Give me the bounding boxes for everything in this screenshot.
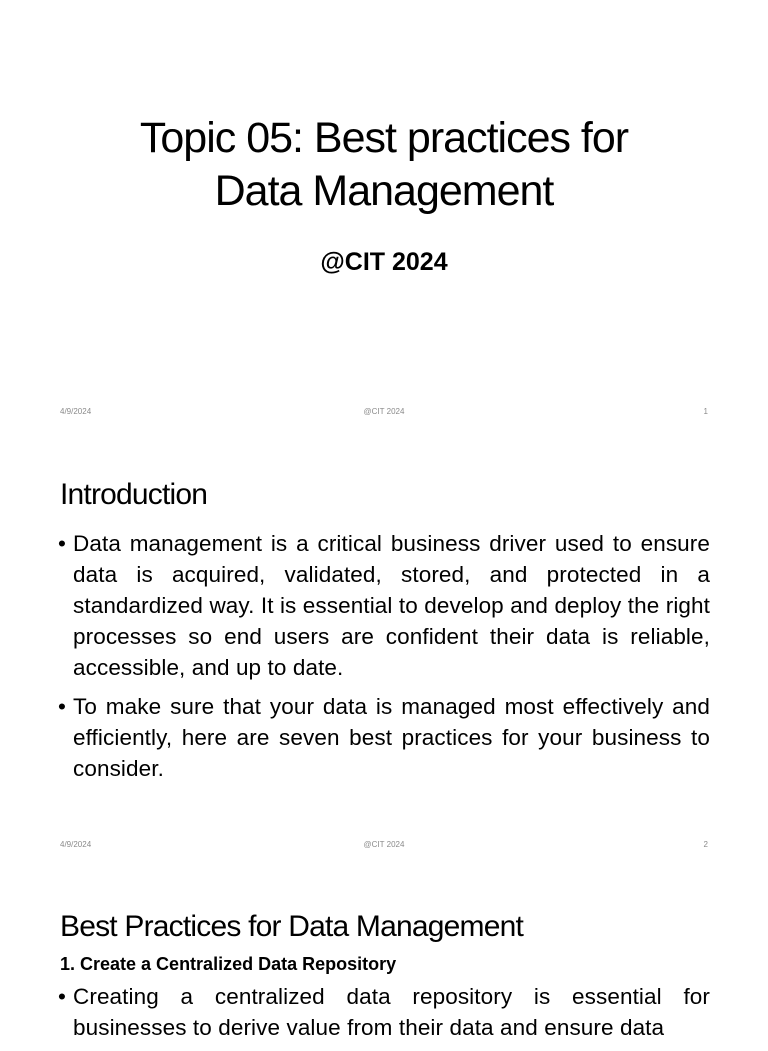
title-line-2: Data Management (214, 167, 554, 215)
footer-center: @CIT 2024 (363, 840, 405, 849)
bullet-list (58, 981, 710, 1051)
bullet-icon: • (58, 694, 66, 719)
bullet-icon: • (58, 984, 66, 1009)
slide-2 (0, 433, 768, 866)
footer-date: 4/9/2024 (60, 407, 92, 416)
bullet-item (58, 691, 710, 784)
title-line-1: Topic 05: Best practices for (139, 114, 629, 162)
slide-heading: Introduction (60, 478, 208, 511)
slide-subtitle: @CIT 2024 (320, 248, 448, 276)
footer-page-number: 2 (703, 840, 708, 849)
slide-title (0, 112, 768, 218)
bullet-text: To make sure that your data is managed most effectively and efficiently, here are seven best practices for your business to consider. (73, 694, 710, 781)
slide-1 (0, 0, 768, 433)
slide-subheading: 1. Create a Centralized Data Repository (60, 954, 397, 974)
bullet-list (58, 528, 710, 792)
footer-center: @CIT 2024 (363, 407, 405, 416)
footer-date: 4/9/2024 (60, 840, 92, 849)
footer-page-number: 1 (703, 407, 708, 416)
bullet-text: Data management is a critical business driver used to ensure data is acquired, validated, stored, and protected in a standardized way. It is essential to develop and deploy the right processes so end users are confident their data is reliable, accessible, and up to date. (73, 531, 710, 680)
bullet-item (58, 981, 710, 1043)
bullet-item (58, 528, 710, 683)
bullet-text: Creating a centralized data repository is essential for businesses to derive value from their data and ensure data (73, 984, 710, 1040)
bullet-icon: • (58, 531, 66, 556)
slide-3 (0, 866, 768, 1040)
slide-heading: Best Practices for Data Management (60, 910, 524, 943)
